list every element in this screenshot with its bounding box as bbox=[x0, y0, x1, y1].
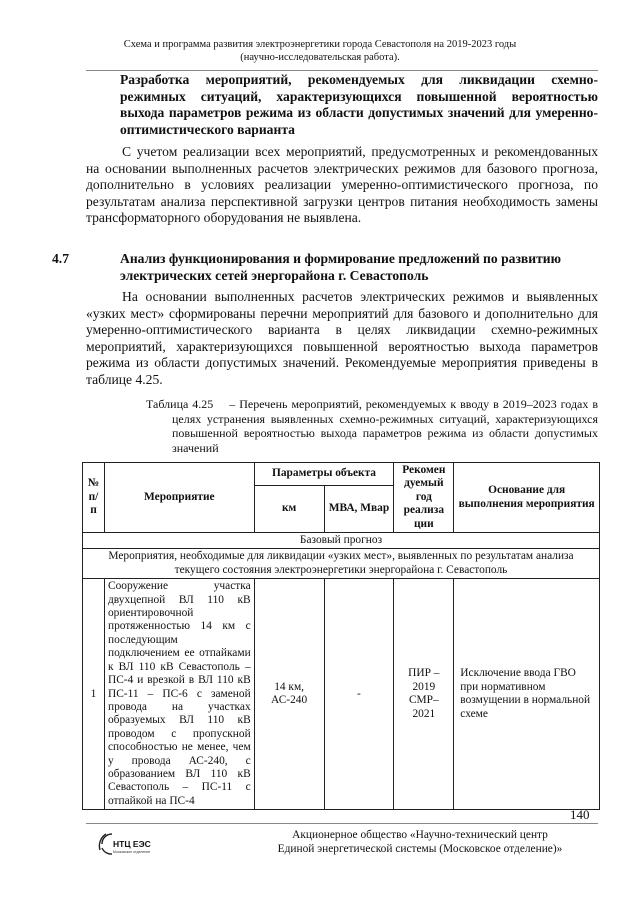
col-header-basis: Основание для выполнения мероприятия bbox=[454, 463, 600, 533]
col-header-params: Параметры объекта bbox=[254, 463, 394, 486]
section-number: 4.7 bbox=[52, 251, 69, 266]
logo-subtext: Московское отделение bbox=[113, 850, 151, 854]
col-header-num: № п/п bbox=[83, 463, 105, 533]
col-header-mva: МВА, Мвар bbox=[324, 486, 394, 533]
caption-label: Таблица 4.25 bbox=[146, 397, 214, 411]
footer-line-1: Акционерное общество «Научно-технический центр bbox=[292, 829, 548, 841]
band-bottlenecks: Мероприятия, необходимые для ликвидации «узких мест», выявленных по результатам анализа текущего состояния электроэнергетики энергорайона г. Севастополь bbox=[83, 549, 600, 579]
col-header-km: км bbox=[254, 486, 324, 533]
logo-text: НТЦ ЕЭС bbox=[113, 839, 151, 849]
company-logo-icon bbox=[96, 828, 156, 860]
table-caption bbox=[146, 397, 598, 455]
table-row bbox=[83, 579, 600, 810]
footer-line-2: Единой энергетической системы (Московское отделение)» bbox=[277, 843, 563, 855]
footer-rule bbox=[86, 823, 598, 824]
page-number: 140 bbox=[570, 807, 590, 822]
header-line-2: (научно-исследовательская работа). bbox=[240, 52, 400, 63]
header-line-1: Схема и программа развития электроэнергетики города Севастополя на 2019-2023 годы bbox=[123, 39, 517, 50]
row-km: 14 км, АС-240 bbox=[254, 579, 324, 810]
caption-text: – Перечень мероприятий, рекомендуемых к вводу в 2019–2023 годах в целях устранения выявленных схемно-режимных ситуаций, характеризующихся повышенной вероятностью выхода параметров режима из области допустимых значений bbox=[172, 397, 598, 455]
row-basis: Исключение ввода ГВО при нормативном возмущении в нормальной схеме bbox=[454, 579, 600, 810]
measures-table bbox=[82, 462, 600, 810]
block1-paragraph: С учетом реализации всех мероприятий, предусмотренных и рекомендованных на основании выполненных расчетов электрических режимов для базового прогноза, дополнительно в условиях реализации умеренно-оптимистического прогноза, по результатам анализа перспективной загрузки центров питания необходимость замены трансформаторного оборудования не выявлена. bbox=[86, 144, 598, 226]
row-num: 1 bbox=[83, 579, 105, 810]
page-footer bbox=[210, 828, 630, 856]
col-header-year: Рекомен дуемый год реализа ции bbox=[394, 463, 454, 533]
band-base-forecast: Базовый прогноз bbox=[83, 533, 600, 549]
section-heading bbox=[52, 251, 598, 284]
block1-title: Разработка мероприятий, рекомендуемых для ликвидации схемно-режимных ситуаций, характеризующихся повышенной вероятностью выхода параметров режима из области допустимых значений для умеренно-оптимистического варианта bbox=[120, 72, 598, 137]
section-paragraph: На основании выполненных расчетов электрических режимов и выявленных «узких мест» сформированы перечни мероприятий для базового и дополнительно для умеренно-оптимистического варианта в целях ликвидации схемно-режимных мероприятий, характеризующихся повышенной вероятностью выхода параметров режима из области допустимых значений. Рекомендуемые мероприятия приведены в таблице 4.25. bbox=[86, 289, 598, 387]
page-header bbox=[0, 38, 640, 64]
row-year: ПИР – 2019 СМР– 2021 bbox=[394, 579, 454, 810]
row-measure: Сооружение участка двухцепной ВЛ 110 кВ ориентировочной протяженностью 14 км с последующим подключением ее отпайками к ВЛ 110 кВ Севастополь – ПС-4 и врезкой в ВЛ 110 кВ ПС-11 – ПС-6 с заменой провода на участках образуемых ВЛ 110 кВ проводом с пропускной способностью не менее, чем у провода АС-240, с образованием ВЛ 110 кВ Севастополь – ПС-11 с отпайкой на ПС-4 bbox=[104, 579, 254, 810]
header-rule bbox=[86, 70, 598, 71]
row-mva: - bbox=[324, 579, 394, 810]
section-title: Анализ функционирования и формирование предложений по развитию электрических сетей энергорайона г. Севастополь bbox=[120, 251, 561, 283]
col-header-measure: Мероприятие bbox=[104, 463, 254, 533]
